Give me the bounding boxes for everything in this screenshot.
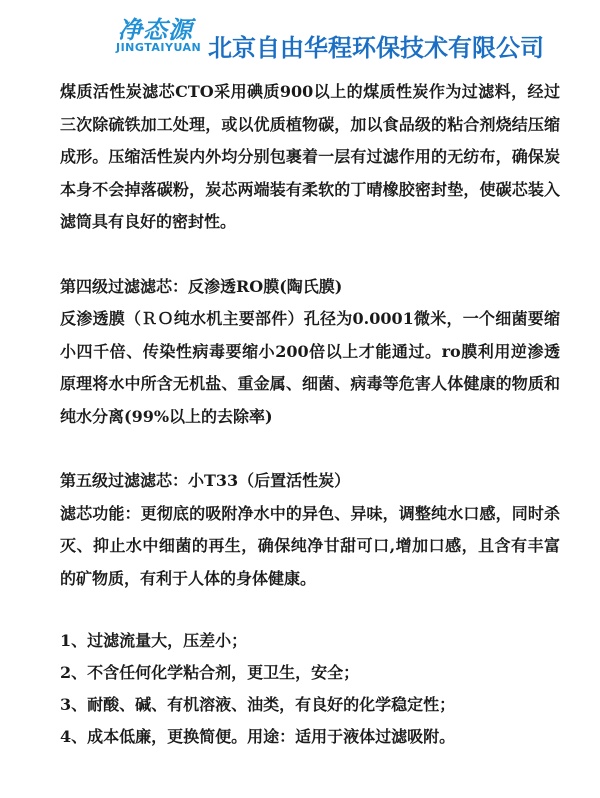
logo-text: 净态源 [118,16,193,44]
stage5-paragraph: 滤芯功能：更彻底的吸附净水中的异色、异味，调整纯水口感，同时杀灭、抑止水中细菌的再生，确保纯净甘甜可口,增加口感，且含有丰富的矿物质，有利于人体的身体健康。 [60,503,560,588]
stage4-title: 第四级过滤滤芯：反渗透RO膜(陶氏膜) [60,276,343,296]
logo-subtext: JINGTAIYUAN [116,41,202,54]
intro-paragraph: 煤质活性炭滤芯CTO采用碘质900以上的煤质性炭作为过滤料，经过三次除硫铁加工处理，或以优质植物碳，加以食品级的粘合剂烧结压缩成形。压缩活性炭内外均分别包裹着一层有过滤作用的无纺布，确保炭本身不会掉落碳粉，炭芯两端装有柔软的丁晴橡胶密封垫，使碳芯装入滤筒具有良好的密封性。 [60,82,560,231]
company-name: 北京自由华程环保技术有限公司 [208,34,544,62]
document-body [60,76,560,753]
list-item: 4、成本低廉，更换简便。用途：适用于液体过滤吸附。 [60,727,456,746]
list-item: 1、过滤流量大，压差小； [60,631,248,650]
feature-list [60,625,560,753]
page-header [0,0,600,70]
company-logo [88,8,208,64]
list-item: 2、不含任何化学粘合剂，更卫生，安全； [60,663,360,682]
stage5-title: 第五级过滤滤芯：小T33（后置活性炭） [60,471,351,490]
stage4-paragraph: 反渗透膜（ＲＯ纯水机主要部件）孔径为0.0001微米，一个细菌要缩小四千倍、传染性病毒要缩小200倍以上才能通过。ro膜利用逆渗透原理将水中所含无机盐、重金属、细菌、病毒等危害人体健康的物质和纯水分离(99%以上的去除率) [60,309,560,426]
list-item: 3、耐酸、碱、有机溶液、油类，有良好的化学稳定性； [60,695,456,714]
